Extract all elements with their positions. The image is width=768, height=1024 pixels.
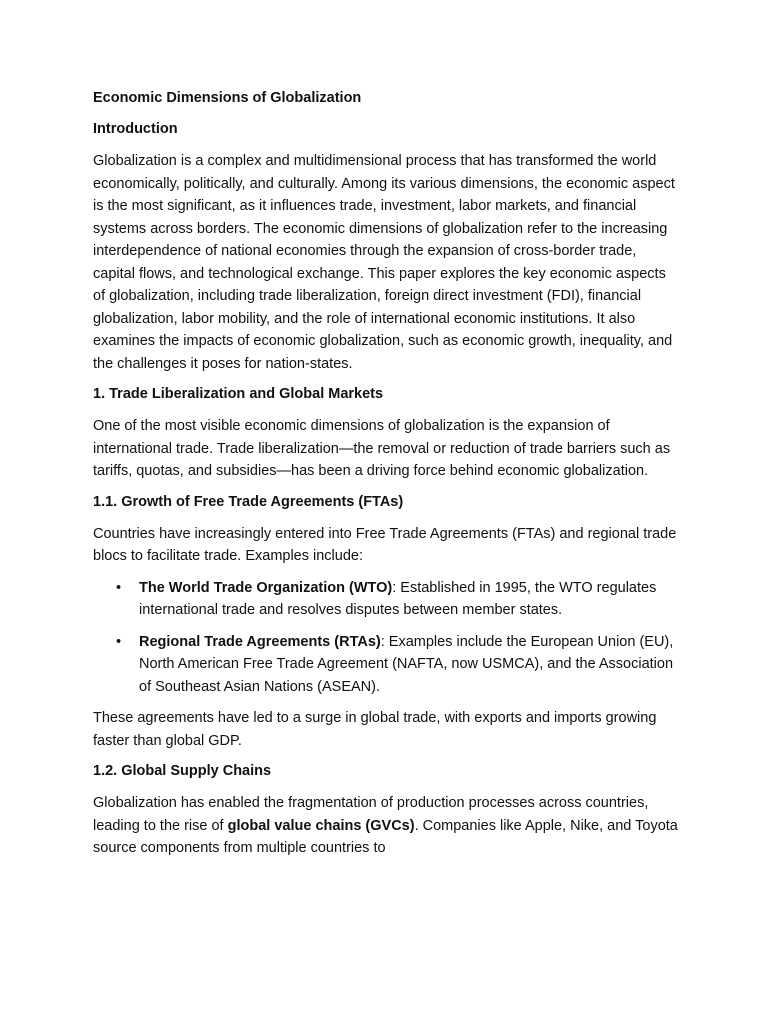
section-1-1-heading: 1.1. Growth of Free Trade Agreements (FTAs) xyxy=(93,493,404,510)
introduction-paragraph: Globalization is a complex and multidimensional process that has transformed the world economically, politically, and culturally. Among its various dimensions, the economic aspect is the most significant, as it influences trade, investment, labor markets, and financial systems across borders. The economic dimensions of globalization refer to the increasing interdependence of national economies through the expansion of cross-border trade, capital flows, and technological exchange. This paper explores the key economic aspects of globalization, including trade liberalization, foreign direct investment (FDI), financial globalization, labor mobility, and the role of international economic institutions. It also examines the impacts of economic globalization, such as economic growth, inequality, and the challenges it poses for nation-states. xyxy=(93,153,675,372)
bullet-icon: • xyxy=(116,633,122,650)
list-item-wto xyxy=(93,577,679,622)
list-item-text: : Established in 1995, the WTO regulates international trade and resolves disputes between member states. xyxy=(139,579,657,618)
section-1-2-paragraph xyxy=(93,792,679,860)
paragraph-bold-term: global value chains (GVCs) xyxy=(227,817,415,834)
list-item-bold-term: Regional Trade Agreements (RTAs) xyxy=(139,633,381,650)
document-page xyxy=(93,88,679,869)
trade-agreements-list xyxy=(93,577,679,699)
list-item-bold-term: The World Trade Organization (WTO) xyxy=(139,579,393,596)
bullet-icon: • xyxy=(116,579,122,596)
document-title: Economic Dimensions of Globalization xyxy=(93,90,362,106)
introduction-heading: Introduction xyxy=(93,121,178,137)
paragraph-text-before: Globalization has enabled the fragmentation of production processes across countries, leading to the rise of xyxy=(93,795,649,834)
section-1-heading: 1. Trade Liberalization and Global Markets xyxy=(93,386,384,402)
section-1-1-closing-paragraph: These agreements have led to a surge in global trade, with exports and imports growing faster than global GDP. xyxy=(93,710,657,749)
section-1-paragraph: One of the most visible economic dimensions of globalization is the expansion of international trade. Trade liberalization—the removal or reduction of trade barriers such as tariffs, quotas, and subsidies—has been a driving force behind economic globalization. xyxy=(93,418,671,479)
list-item-text: : Examples include the European Union (EU), North American Free Trade Agreement (NAFTA, now USMCA), and the Association of Southeast Asian Nations (ASEAN). xyxy=(139,633,674,695)
section-1-1-paragraph: Countries have increasingly entered into Free Trade Agreements (FTAs) and regional trade blocs to facilitate trade. Examples include: xyxy=(93,525,677,564)
section-1-2-heading: 1.2. Global Supply Chains xyxy=(93,763,272,779)
list-item-rtas xyxy=(93,631,679,699)
paragraph-text-after: . Companies like Apple, Nike, and Toyota source components from multiple countries to xyxy=(93,817,678,856)
